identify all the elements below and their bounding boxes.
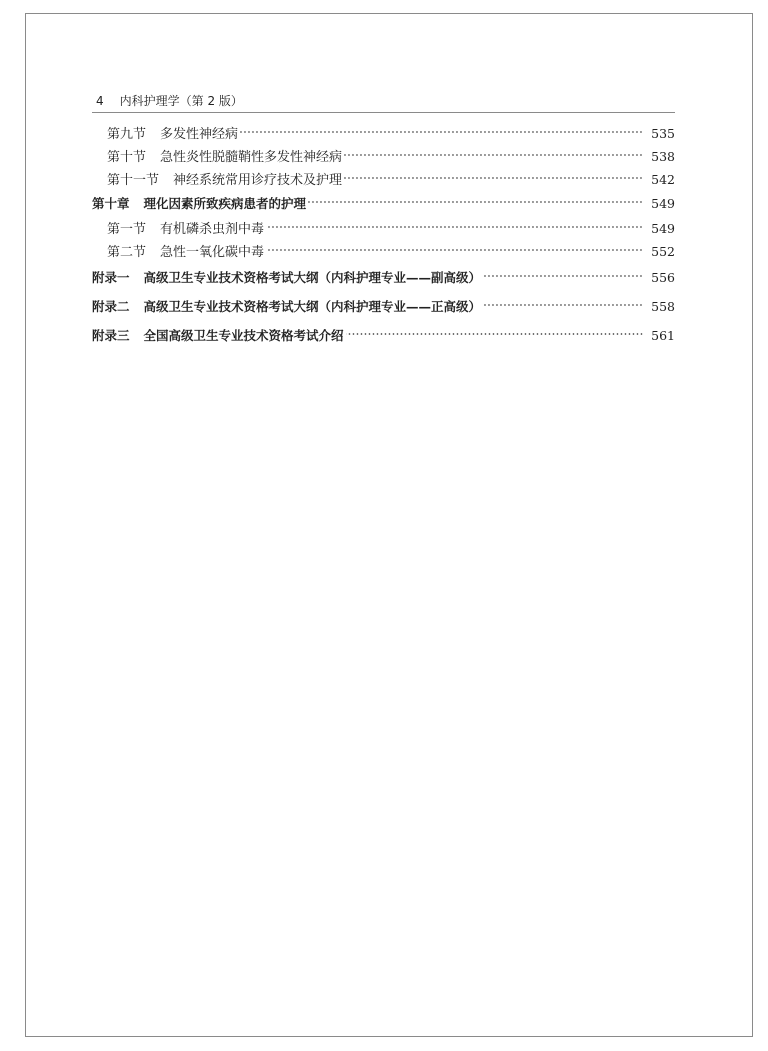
toc-entry-title: 急性一氧化碳中毒 (160, 245, 265, 260)
toc-entry-title: 全国高级卫生专业技术资格考试介绍 (143, 328, 344, 343)
dot-leader (240, 130, 643, 134)
toc-entry-number: 第二节 (107, 245, 147, 260)
toc-entry-title: 多发性神经病 (160, 127, 239, 142)
toc-entry-page: 549 (651, 221, 675, 236)
toc-entry-number: 附录一 (92, 270, 130, 285)
dot-leader (266, 225, 643, 229)
toc-entry-title: 急性炎性脱髓鞘性多发性神经病 (160, 150, 343, 165)
toc-entry[interactable] (92, 240, 675, 263)
toc-appendix-entry[interactable] (92, 292, 675, 321)
toc-entry-title: 有机磷杀虫剂中毒 (160, 222, 265, 237)
dot-leader (266, 248, 643, 252)
toc-entry-page: 552 (651, 244, 675, 259)
toc-chapter-entry[interactable] (92, 191, 675, 217)
toc-entry-title: 理化因素所致疾病患者的护理 (143, 196, 307, 211)
toc-entry-title: 高级卫生专业技术资格考试大纲（内科护理专业——正高级） (143, 299, 482, 314)
toc-entry-page: 535 (651, 126, 675, 141)
toc-entry-number: 第十章 (92, 196, 130, 211)
toc-entry[interactable] (92, 122, 675, 145)
dot-leader (483, 303, 643, 307)
toc-entry-page: 538 (651, 149, 675, 164)
toc-entry-title: 高级卫生专业技术资格考试大纲（内科护理专业——副高级） (143, 270, 482, 285)
toc-entry-number: 第十一节 (107, 173, 160, 188)
toc-entry-page: 558 (651, 299, 675, 314)
toc-entry-number: 第九节 (107, 127, 147, 142)
toc-entry[interactable] (92, 145, 675, 168)
toc-entry[interactable] (92, 217, 675, 240)
toc-entry-number: 附录二 (92, 299, 130, 314)
toc-entry-page: 549 (651, 196, 675, 211)
toc-entry-number: 附录三 (92, 328, 130, 343)
toc-entry-number: 第一节 (107, 222, 147, 237)
running-header (92, 92, 675, 113)
toc-entry-page: 542 (651, 172, 675, 187)
toc-entry-page: 561 (651, 328, 675, 343)
dot-leader (483, 274, 643, 278)
table-of-contents (92, 122, 675, 350)
toc-appendix-entry[interactable] (92, 321, 675, 350)
toc-entry-page: 556 (651, 270, 675, 285)
header-book-title: 内科护理学（第 2 版） (119, 94, 243, 108)
toc-entry-title: 神经系统常用诊疗技术及护理 (173, 173, 343, 188)
dot-leader (346, 332, 643, 336)
toc-appendix-entry[interactable] (92, 263, 675, 292)
dot-leader (344, 153, 643, 157)
toc-entry[interactable] (92, 168, 675, 191)
dot-leader (344, 176, 643, 180)
toc-entry-number: 第十节 (107, 150, 147, 165)
header-page-number: 4 (96, 94, 104, 108)
dot-leader (308, 200, 643, 204)
